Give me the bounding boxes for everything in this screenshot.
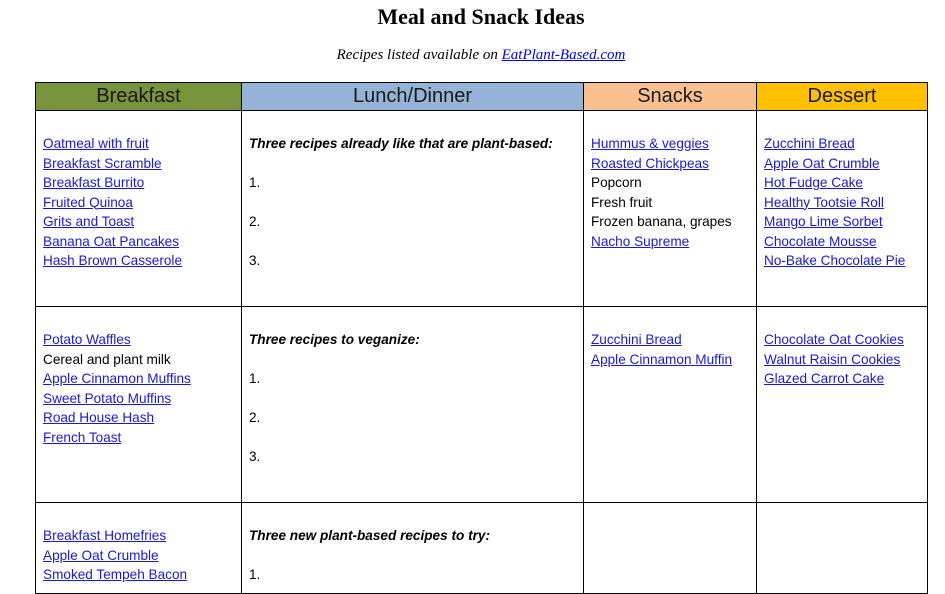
spacer bbox=[249, 193, 583, 213]
recipe-link[interactable]: Breakfast Burrito bbox=[43, 175, 145, 190]
recipe-link[interactable]: Smoked Tempeh Bacon bbox=[43, 567, 188, 582]
lunch-dinner-prompt-block bbox=[242, 111, 583, 271]
snacks-cell bbox=[584, 503, 757, 594]
table-row bbox=[36, 503, 928, 594]
recipe-link[interactable]: Hot Fudge Cake bbox=[764, 175, 863, 190]
breakfast-cell bbox=[36, 111, 242, 307]
snacks-list bbox=[584, 307, 756, 369]
lunch-dinner-prompt: Three recipes already like that are plant-based: bbox=[249, 136, 553, 151]
numbered-blank: 3. bbox=[249, 449, 261, 464]
recipe-link[interactable]: Apple Cinnamon Muffin bbox=[591, 351, 733, 367]
spacer bbox=[249, 389, 583, 409]
numbered-blank: 3. bbox=[249, 253, 261, 268]
snacks-list bbox=[584, 111, 756, 251]
spacer bbox=[249, 428, 583, 448]
lunch-dinner-cell bbox=[242, 307, 584, 503]
table-row bbox=[36, 111, 928, 307]
spacer bbox=[249, 154, 583, 174]
recipe-link[interactable]: Nacho Supreme bbox=[591, 233, 690, 249]
recipe-link[interactable]: Mango Lime Sorbet bbox=[764, 214, 883, 229]
lunch-dinner-prompt: Three new plant-based recipes to try: bbox=[249, 528, 490, 543]
list-item: Cereal and plant milk bbox=[43, 351, 171, 367]
lunch-dinner-prompt: Three recipes to veganize: bbox=[249, 332, 420, 347]
lunch-dinner-prompt-block bbox=[242, 503, 583, 585]
column-header-snacks: Snacks bbox=[584, 83, 757, 111]
numbered-blank: 1. bbox=[249, 567, 261, 582]
spacer bbox=[249, 350, 583, 370]
dessert-cell bbox=[757, 111, 928, 307]
breakfast-cell bbox=[36, 307, 242, 503]
recipe-link[interactable]: French Toast bbox=[43, 429, 122, 445]
recipe-link[interactable]: Glazed Carrot Cake bbox=[764, 371, 885, 386]
recipe-link[interactable]: Oatmeal with fruit bbox=[43, 136, 149, 151]
column-header-lunch-dinner: Lunch/Dinner bbox=[242, 83, 584, 111]
dessert-cell bbox=[757, 307, 928, 503]
recipe-link[interactable]: Hash Brown Casserole bbox=[43, 253, 183, 268]
dessert-list bbox=[757, 111, 927, 271]
eatplant-based-link[interactable]: EatPlant-Based.com bbox=[501, 47, 626, 63]
meal-table bbox=[35, 82, 928, 594]
lunch-dinner-prompt-block bbox=[242, 307, 583, 467]
breakfast-list bbox=[36, 111, 241, 271]
recipe-link[interactable]: Zucchini Bread bbox=[591, 332, 682, 347]
recipe-link[interactable]: No-Bake Chocolate Pie bbox=[764, 253, 906, 268]
list-item: Frozen banana, grapes bbox=[591, 214, 732, 229]
recipe-link[interactable]: Banana Oat Pancakes bbox=[43, 233, 180, 249]
breakfast-cell bbox=[36, 503, 242, 594]
recipe-link[interactable]: Breakfast Homefries bbox=[43, 528, 167, 543]
recipe-link[interactable]: Apple Oat Crumble bbox=[43, 547, 159, 563]
dessert-list bbox=[757, 503, 927, 526]
subtitle-text: Recipes listed available on bbox=[336, 47, 502, 63]
lunch-dinner-cell bbox=[242, 503, 584, 594]
numbered-blank: 1. bbox=[249, 371, 261, 386]
lunch-dinner-cell bbox=[242, 111, 584, 307]
recipe-link[interactable]: Roasted Chickpeas bbox=[591, 155, 709, 171]
recipe-link[interactable]: Zucchini Bread bbox=[764, 136, 855, 151]
dessert-cell bbox=[757, 503, 928, 594]
recipe-link[interactable]: Hummus & veggies bbox=[591, 136, 709, 151]
numbered-blank: 2. bbox=[249, 410, 261, 425]
recipe-link[interactable]: Road House Hash bbox=[43, 410, 155, 425]
recipe-link[interactable]: Walnut Raisin Cookies bbox=[764, 351, 901, 367]
list-item: Fresh fruit bbox=[591, 194, 653, 210]
recipe-link[interactable]: Sweet Potato Muffins bbox=[43, 390, 172, 406]
recipe-link[interactable]: Chocolate Mousse bbox=[764, 233, 877, 249]
column-header-breakfast: Breakfast bbox=[36, 83, 242, 111]
dessert-list bbox=[757, 307, 927, 389]
recipe-link[interactable]: Apple Oat Crumble bbox=[764, 155, 880, 171]
recipe-link[interactable]: Apple Cinnamon Muffins bbox=[43, 371, 191, 386]
recipe-link[interactable]: Grits and Toast bbox=[43, 214, 135, 229]
snacks-cell bbox=[584, 111, 757, 307]
column-header-dessert: Dessert bbox=[757, 83, 928, 111]
numbered-blank: 1. bbox=[249, 175, 261, 190]
recipe-link[interactable]: Chocolate Oat Cookies bbox=[764, 332, 904, 347]
snacks-cell bbox=[584, 307, 757, 503]
spacer bbox=[249, 232, 583, 252]
breakfast-list bbox=[36, 503, 241, 585]
recipe-link[interactable]: Potato Waffles bbox=[43, 332, 131, 347]
numbered-blank: 2. bbox=[249, 214, 261, 229]
recipe-link[interactable]: Fruited Quinoa bbox=[43, 194, 133, 210]
breakfast-list bbox=[36, 307, 241, 447]
snacks-list bbox=[584, 503, 756, 526]
list-item: Popcorn bbox=[591, 175, 642, 190]
header-row bbox=[36, 83, 928, 111]
table-row bbox=[36, 307, 928, 503]
recipe-link[interactable]: Breakfast Scramble bbox=[43, 155, 162, 171]
spacer bbox=[249, 546, 583, 566]
page-subtitle bbox=[0, 47, 945, 64]
recipe-link[interactable]: Healthy Tootsie Roll bbox=[764, 194, 884, 210]
page-title: Meal and Snack Ideas bbox=[377, 4, 585, 29]
